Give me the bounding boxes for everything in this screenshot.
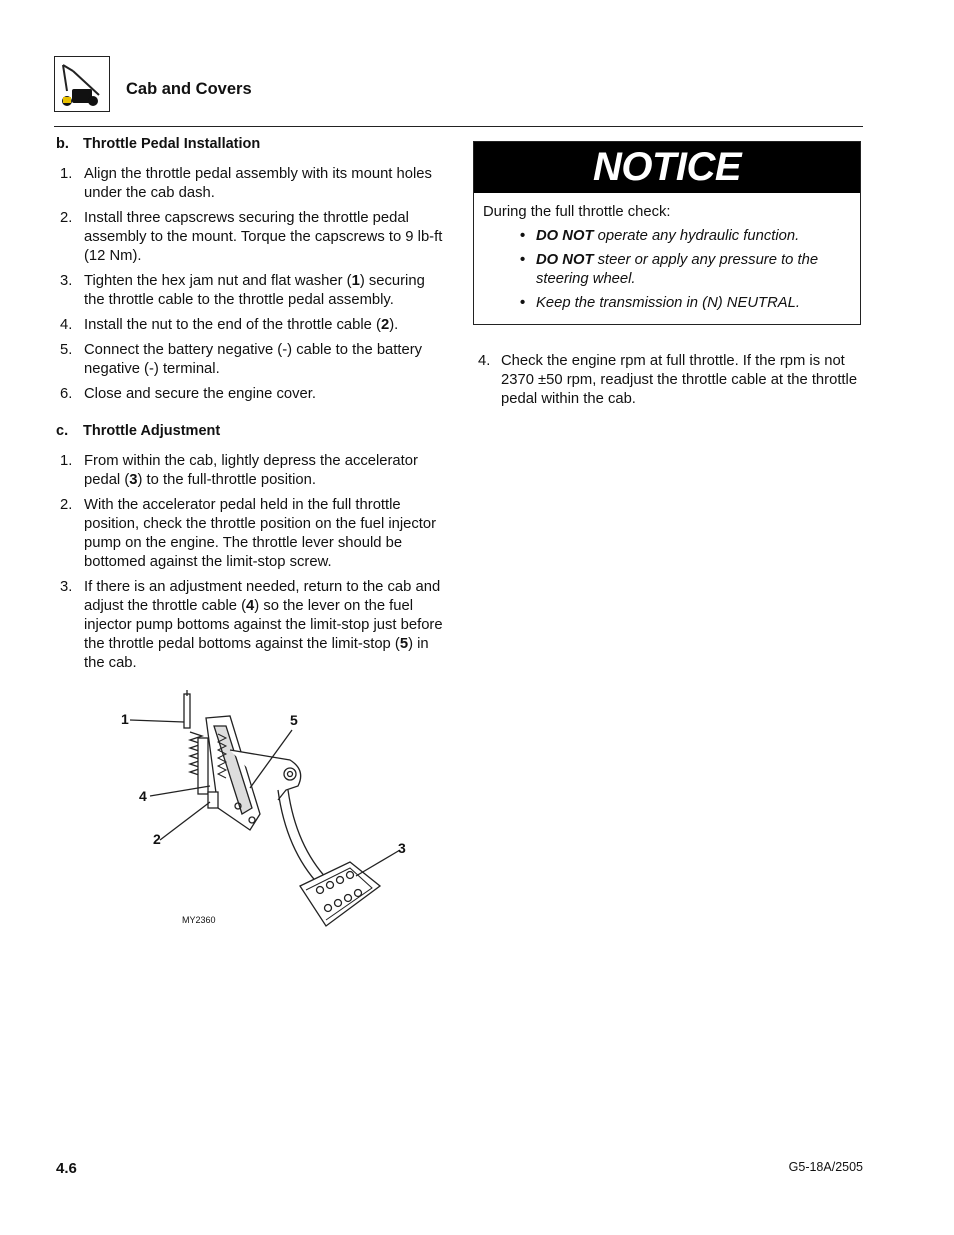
list-item: 1. Align the throttle pedal assembly with its mount holes under the cab dash. — [60, 166, 432, 201]
page-number: 4.6 — [56, 1160, 77, 1177]
right-steps — [473, 352, 861, 409]
callout-ref: 5 — [399, 636, 409, 652]
telehandler-vehicle-icon — [55, 57, 109, 111]
callout-label: 4 — [139, 788, 147, 804]
list-item: 2. Install three capscrews securing the throttle pedal assembly to the mount. Torque the capscrews to 9 lb-ft (12 Nm). — [60, 210, 443, 264]
header-divider — [54, 126, 863, 127]
callout-label: 5 — [290, 712, 298, 728]
callout-label: 2 — [153, 831, 161, 847]
section-icon — [54, 56, 110, 112]
figure-id: MY2360 — [182, 915, 216, 925]
callout-ref: 4 — [246, 598, 255, 614]
throttle-pedal-figure — [110, 690, 420, 930]
list-item: 3. Tighten the hex jam nut and flat washer (1) securing the throttle cable to the throttle pedal assembly. — [60, 273, 425, 308]
section-b-letter: b. — [56, 136, 69, 152]
right-column — [473, 141, 861, 415]
callout-label: 3 — [398, 840, 406, 856]
throttle-pedal-illustration — [110, 690, 420, 930]
document-code: G5-18A/2505 — [788, 1160, 863, 1174]
section-b-heading — [56, 136, 448, 152]
notice-intro: During the full throttle check: — [483, 204, 671, 220]
callout-ref: 2 — [380, 317, 390, 333]
callout-label: 1 — [121, 711, 129, 727]
section-b-title: Throttle Pedal Installation — [83, 136, 261, 152]
list-item: 1. From within the cab, lightly depress the accelerator pedal (3) to the full-throttle position. — [60, 453, 418, 488]
section-c-letter: c. — [56, 423, 69, 439]
notice-bullet: • DO NOT operate any hydraulic function. — [520, 228, 800, 244]
list-item: 2. With the accelerator pedal held in the full throttle position, check the throttle position on the fuel injector pump on the engine. The throttle lever should be bottomed against the limit-stop screw. — [60, 497, 437, 570]
list-item: 4. Install the nut to the end of the throttle cable (2). — [60, 317, 399, 333]
notice-body — [474, 193, 860, 324]
section-c-title: Throttle Adjustment — [83, 423, 221, 439]
left-column — [56, 136, 448, 679]
callout-ref: 1 — [351, 273, 360, 289]
callout-ref: 3 — [129, 472, 138, 488]
notice-bullet: • Keep the transmission in (N) NEUTRAL. — [520, 295, 800, 311]
list-item: 4. Check the engine rpm at full throttle. If the rpm is not 2370 ±50 rpm, readjust the throttle cable at the throttle pedal within the cab. — [478, 353, 858, 407]
notice-banner: NOTICE — [474, 142, 860, 193]
list-item: 6. Close and secure the engine cover. — [60, 386, 316, 402]
notice-box — [473, 141, 861, 325]
section-c-heading — [56, 423, 448, 439]
list-item: 3. If there is an adjustment needed, return to the cab and adjust the throttle cable (4) so the lever on the fuel injector pump bottoms against the limit-stop just before the throttle pedal bottoms against the limit-stop (5) in the cab. — [60, 579, 443, 671]
section-title: Cab and Covers — [126, 80, 252, 98]
list-item: 5. Connect the battery negative (-) cable to the battery negative (-) terminal. — [60, 342, 423, 377]
notice-bullet: • DO NOT steer or apply any pressure to the steering wheel. — [520, 252, 819, 287]
